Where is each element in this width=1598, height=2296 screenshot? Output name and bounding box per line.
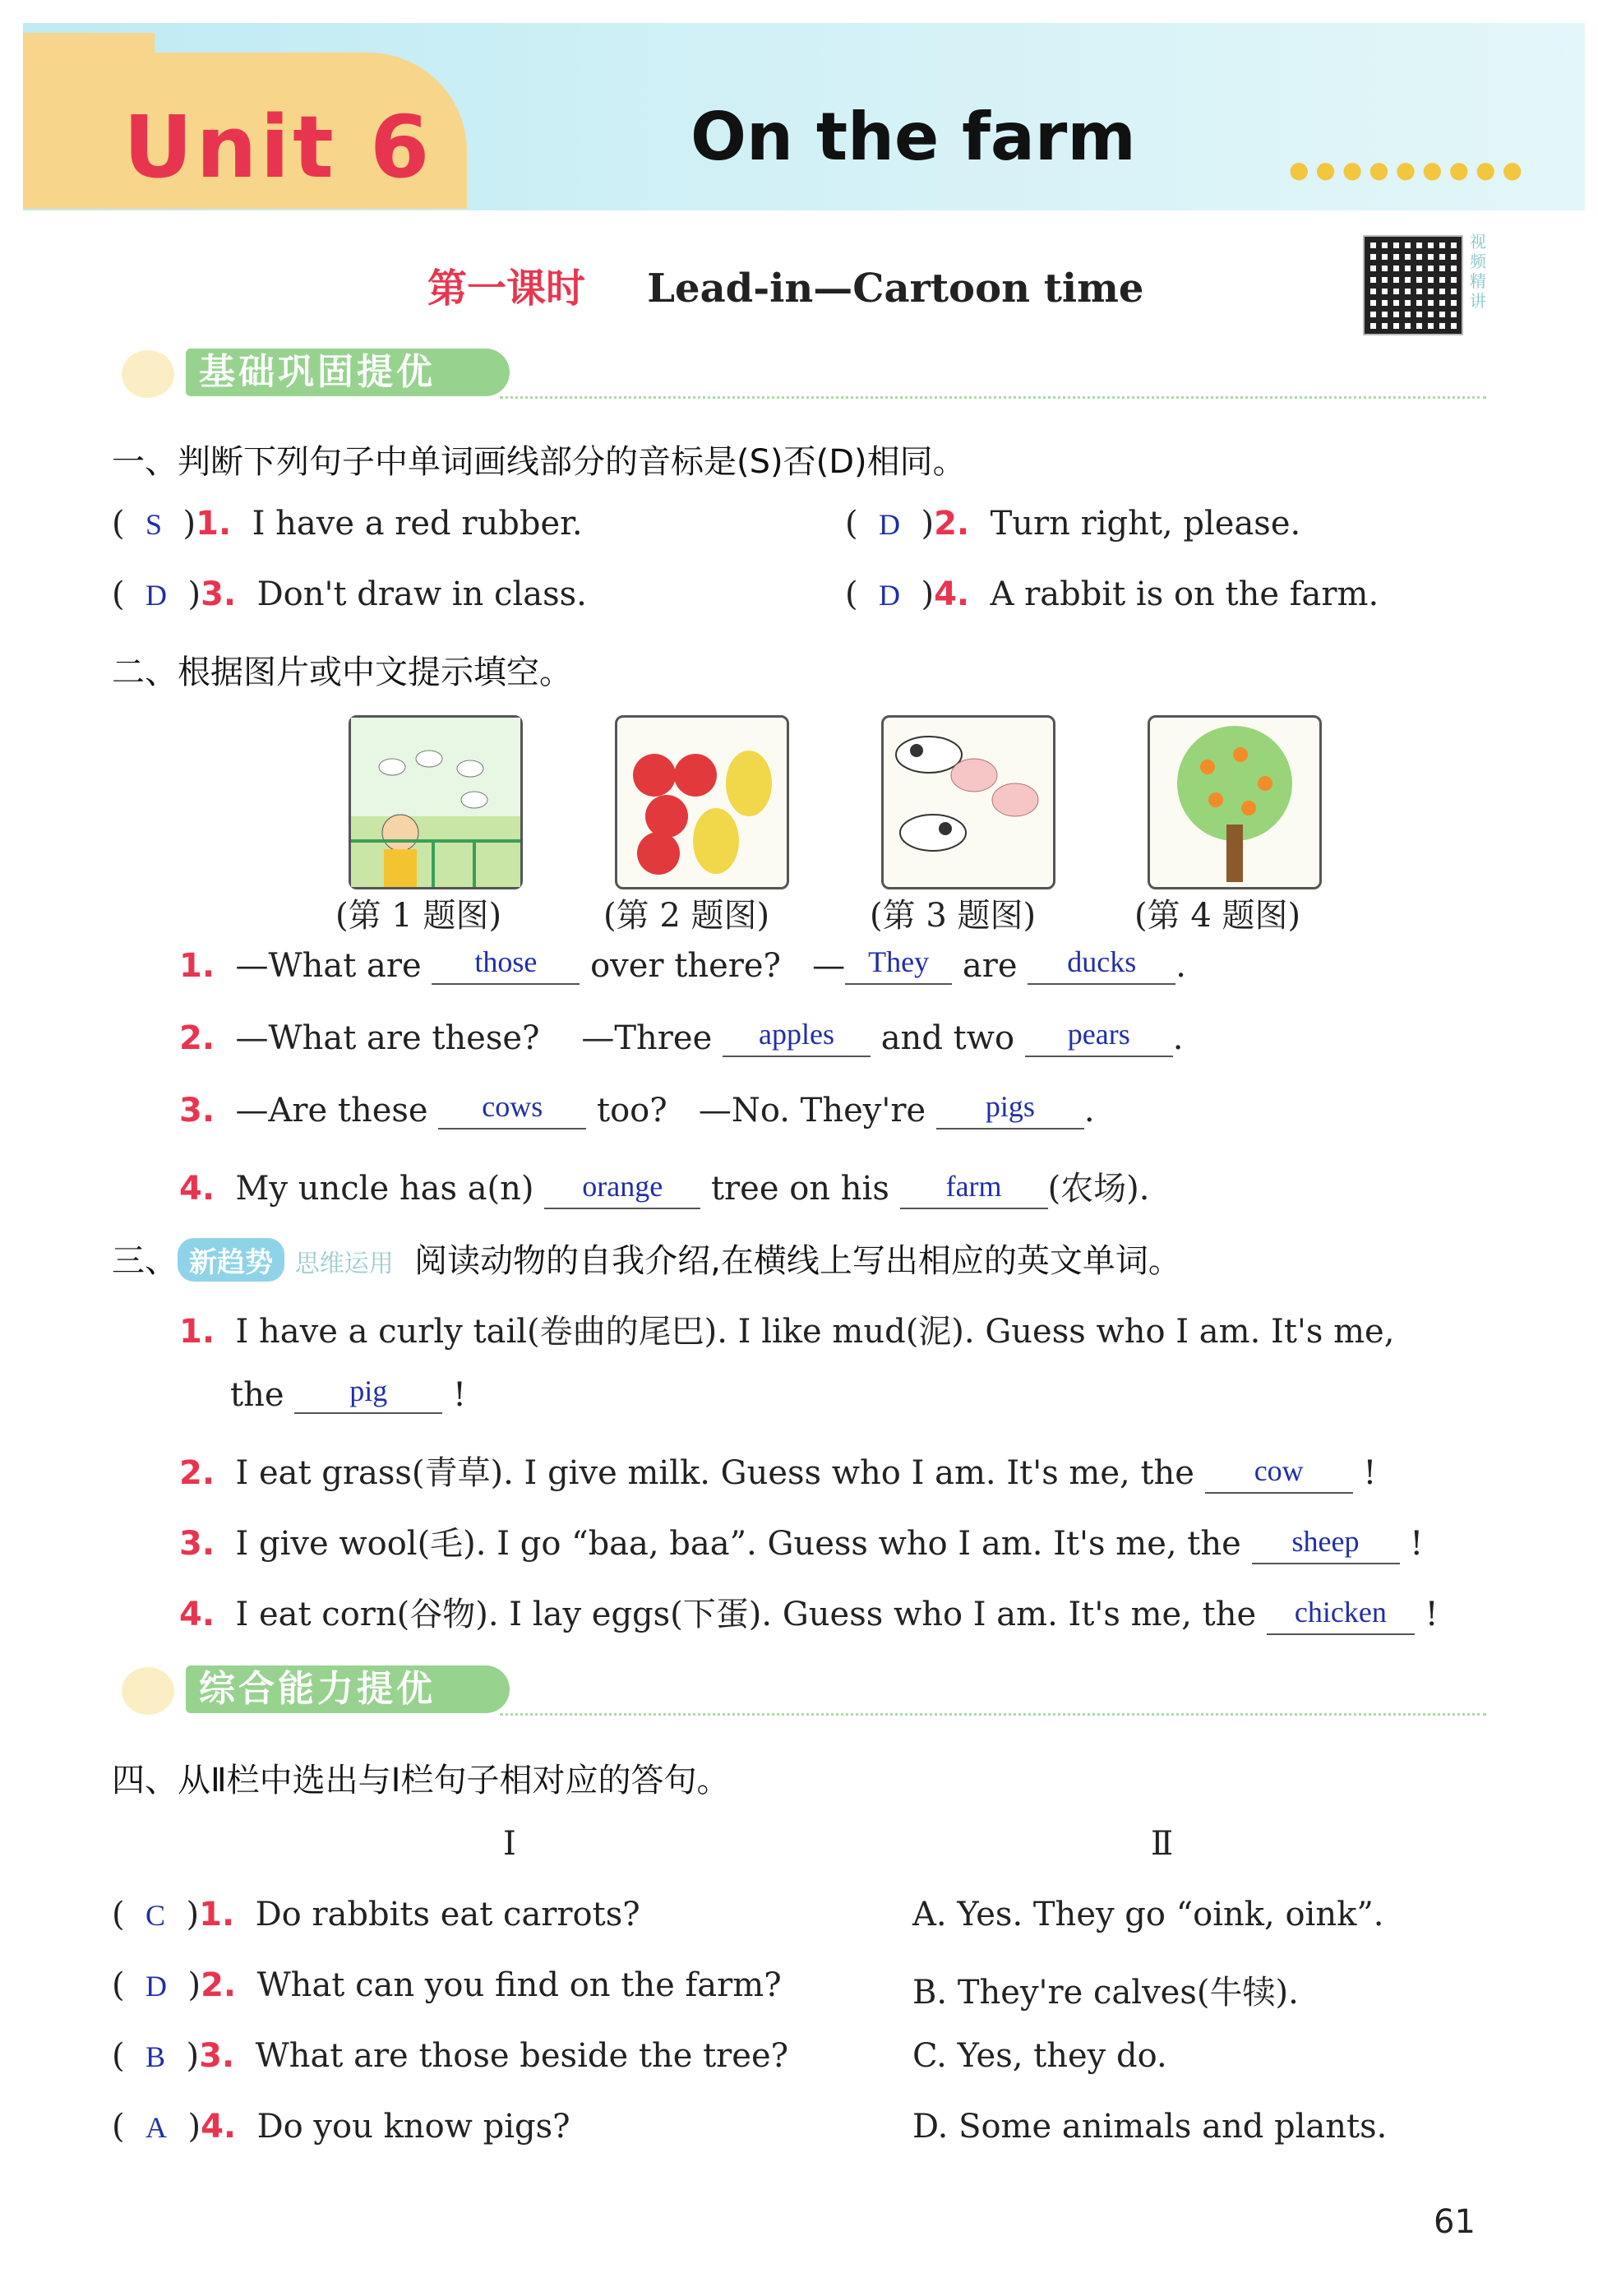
ducks-picture xyxy=(349,715,523,889)
q2-text: . xyxy=(1172,1019,1184,1057)
picture-caption-4: (第 4 题图) xyxy=(1134,897,1301,935)
q3-text: the xyxy=(230,1376,284,1414)
qr-code-icon[interactable] xyxy=(1363,235,1463,335)
q3-item-4 xyxy=(179,1588,1439,1635)
q4-left-1: ( C )1. Do rabbits eat carrots? xyxy=(112,1896,640,1933)
q4-text: Do rabbits eat carrots? xyxy=(255,1896,640,1933)
q4-answer: C xyxy=(145,1899,166,1932)
question-number: 1. xyxy=(199,1896,235,1933)
q3-prefix: 三、 xyxy=(112,1242,178,1280)
question-number: 2. xyxy=(201,1966,237,2004)
picture-caption-1: (第 1 题图) xyxy=(335,897,502,935)
q4-right-c: C. Yes, they do. xyxy=(912,2037,1167,2075)
qr-label: 视频精讲 xyxy=(1470,232,1486,311)
q3-text: ! xyxy=(1410,1525,1424,1563)
q4-answer: B xyxy=(145,2040,166,2073)
q3-answer: cow xyxy=(1254,1454,1304,1487)
q4-left-2: ( D )2. What can you find on the farm? xyxy=(112,1966,782,2004)
q1-answer-2: D xyxy=(879,508,901,541)
q4-answer: A xyxy=(145,2111,168,2144)
q4-left-3: ( B )3. What are those beside the tree? xyxy=(112,2037,789,2075)
q2-text: —Are these xyxy=(235,1092,428,1130)
q2-answer: pigs xyxy=(985,1090,1035,1123)
q4-text: What can you find on the farm? xyxy=(256,1966,782,2004)
q3-item-1-cont xyxy=(230,1376,466,1414)
q2-text: My uncle has a(n) xyxy=(235,1170,534,1208)
q2-text: over there? xyxy=(590,947,781,985)
fruit-picture xyxy=(615,715,789,889)
q2-text: and two xyxy=(880,1019,1015,1057)
q2-answer: orange xyxy=(582,1170,663,1203)
q3-answer: pig xyxy=(349,1374,388,1407)
q2-item-3 xyxy=(179,1092,1095,1130)
q2-text: —What are these? xyxy=(235,1019,540,1057)
q1-item-1: ( S )1. I have a red rubber. xyxy=(112,505,583,543)
q2-text: (农场). xyxy=(1047,1170,1150,1208)
question-number: 3. xyxy=(199,2037,235,2075)
q1-text-1: I have a red rubber. xyxy=(252,505,583,543)
section-advanced-icon xyxy=(122,1667,174,1715)
q2-answer: cows xyxy=(482,1090,543,1123)
q3-item-2 xyxy=(179,1447,1377,1494)
question-number: 1. xyxy=(179,1313,215,1351)
q3-item-3 xyxy=(179,1518,1423,1564)
q2-text: are xyxy=(962,947,1018,985)
cows-pigs-picture xyxy=(881,715,1055,889)
q3-heading-row xyxy=(112,1235,1181,1282)
q2-item-2 xyxy=(179,1019,1183,1057)
q4-col2-header: Ⅱ xyxy=(1151,1825,1174,1863)
q1-item-3: ( D )3. Don't draw in class. xyxy=(112,575,587,613)
question-number: 1. xyxy=(196,505,232,543)
q2-text: — xyxy=(812,947,846,985)
unit-title: Unit 6 xyxy=(123,97,433,197)
question-number: 4. xyxy=(201,2108,237,2146)
q2-item-4 xyxy=(179,1162,1150,1209)
q1-item-4: ( D )4. A rabbit is on the farm. xyxy=(845,575,1379,613)
section-basic-title: 基础巩固提优 xyxy=(186,349,510,396)
picture-caption-3: (第 3 题图) xyxy=(870,897,1037,935)
q3-text: ! xyxy=(1363,1454,1377,1492)
q1-text-2: Turn right, please. xyxy=(990,505,1301,543)
q3-text: ! xyxy=(452,1376,467,1414)
lesson-number: 第一课时 xyxy=(427,266,586,312)
q1-item-2: ( D )2. Turn right, please. xyxy=(845,505,1301,543)
q3-heading: 阅读动物的自我介绍,在横线上写出相应的英文单词。 xyxy=(414,1242,1181,1280)
picture-caption-2: (第 2 题图) xyxy=(603,897,770,935)
section-divider xyxy=(500,1713,1486,1716)
q3-answer: chicken xyxy=(1294,1596,1387,1628)
q2-text: too? xyxy=(597,1092,667,1130)
question-number: 4. xyxy=(179,1596,215,1633)
q2-answer: pears xyxy=(1067,1018,1130,1051)
q2-text: —Three xyxy=(581,1019,713,1057)
q2-text: tree on his xyxy=(710,1170,889,1208)
new-trend-tag: 新趋势 xyxy=(178,1238,284,1282)
lesson-name: Lead-in—Cartoon time xyxy=(647,266,1144,312)
question-number: 3. xyxy=(179,1525,215,1563)
q3-text: I have a curly tail(卷曲的尾巴). I like mud(泥). Guess who I am. It's me, xyxy=(235,1313,1395,1351)
orange-tree-picture xyxy=(1148,715,1322,889)
q1-text-3: Don't draw in class. xyxy=(256,575,587,613)
q4-right-d: D. Some animals and plants. xyxy=(912,2108,1388,2146)
q4-col1-header: Ⅰ xyxy=(503,1825,516,1863)
q4-text: Do you know pigs? xyxy=(256,2108,570,2146)
section-divider xyxy=(500,396,1486,399)
question-number: 4. xyxy=(934,575,970,613)
q2-answer: ducks xyxy=(1067,945,1137,978)
lesson-title xyxy=(427,256,1143,313)
section-basic-icon xyxy=(122,350,174,398)
q1-answer-1: S xyxy=(145,508,163,541)
q2-answer: those xyxy=(474,945,538,978)
question-number: 2. xyxy=(179,1019,215,1057)
q3-text: I give wool(毛). I go “baa, baa”. Guess who I am. It's me, the xyxy=(235,1525,1241,1563)
question-number: 2. xyxy=(934,505,970,543)
q1-answer-3: D xyxy=(145,579,168,612)
q3-text: I eat grass(青草). I give milk. Guess who I am. It's me, the xyxy=(235,1454,1194,1492)
q2-text: . xyxy=(1175,947,1186,985)
q4-answer: D xyxy=(145,1970,168,2003)
question-number: 1. xyxy=(179,947,215,985)
page-title: On the farm xyxy=(690,99,1136,175)
question-number: 3. xyxy=(201,575,237,613)
q4-right-b: B. They're calves(牛犊). xyxy=(912,1974,1299,2012)
q2-heading: 二、根据图片或中文提示填空。 xyxy=(112,654,572,691)
q1-heading: 一、判断下列句子中单词画线部分的音标是(S)否(D)相同。 xyxy=(112,443,966,481)
q4-left-4: ( A )4. Do you know pigs? xyxy=(112,2108,570,2146)
decorative-dots: ●●●●●●●●● xyxy=(1289,156,1529,183)
q4-text: What are those beside the tree? xyxy=(255,2037,789,2075)
q2-item-1 xyxy=(179,947,1186,985)
q1-text-4: A rabbit is on the farm. xyxy=(990,575,1379,613)
q2-answer: They xyxy=(868,945,930,978)
q4-right-a: A. Yes. They go “oink, oink”. xyxy=(912,1896,1384,1933)
q3-item-1 xyxy=(179,1305,1394,1352)
page-number: 61 xyxy=(1434,2203,1476,2241)
q2-text: . xyxy=(1083,1092,1095,1130)
question-number: 4. xyxy=(179,1170,215,1208)
q2-answer: apples xyxy=(759,1018,834,1051)
q1-answer-4: D xyxy=(879,579,901,612)
q2-text: —No. They're xyxy=(698,1092,926,1130)
new-trend-subtag: 思维运用 xyxy=(294,1250,394,1278)
section-advanced-title: 综合能力提优 xyxy=(186,1665,510,1713)
question-number: 2. xyxy=(179,1454,215,1492)
q4-heading: 四、从Ⅱ栏中选出与Ⅰ栏句子相对应的答句。 xyxy=(112,1762,730,1799)
q2-answer: farm xyxy=(945,1170,1002,1203)
q3-text: ! xyxy=(1425,1596,1439,1633)
q3-text: I eat corn(谷物). I lay eggs(下蛋). Guess who I am. It's me, the xyxy=(235,1596,1257,1633)
q2-text: —What are xyxy=(235,947,422,985)
q3-answer: sheep xyxy=(1291,1525,1360,1558)
question-number: 3. xyxy=(179,1092,215,1130)
